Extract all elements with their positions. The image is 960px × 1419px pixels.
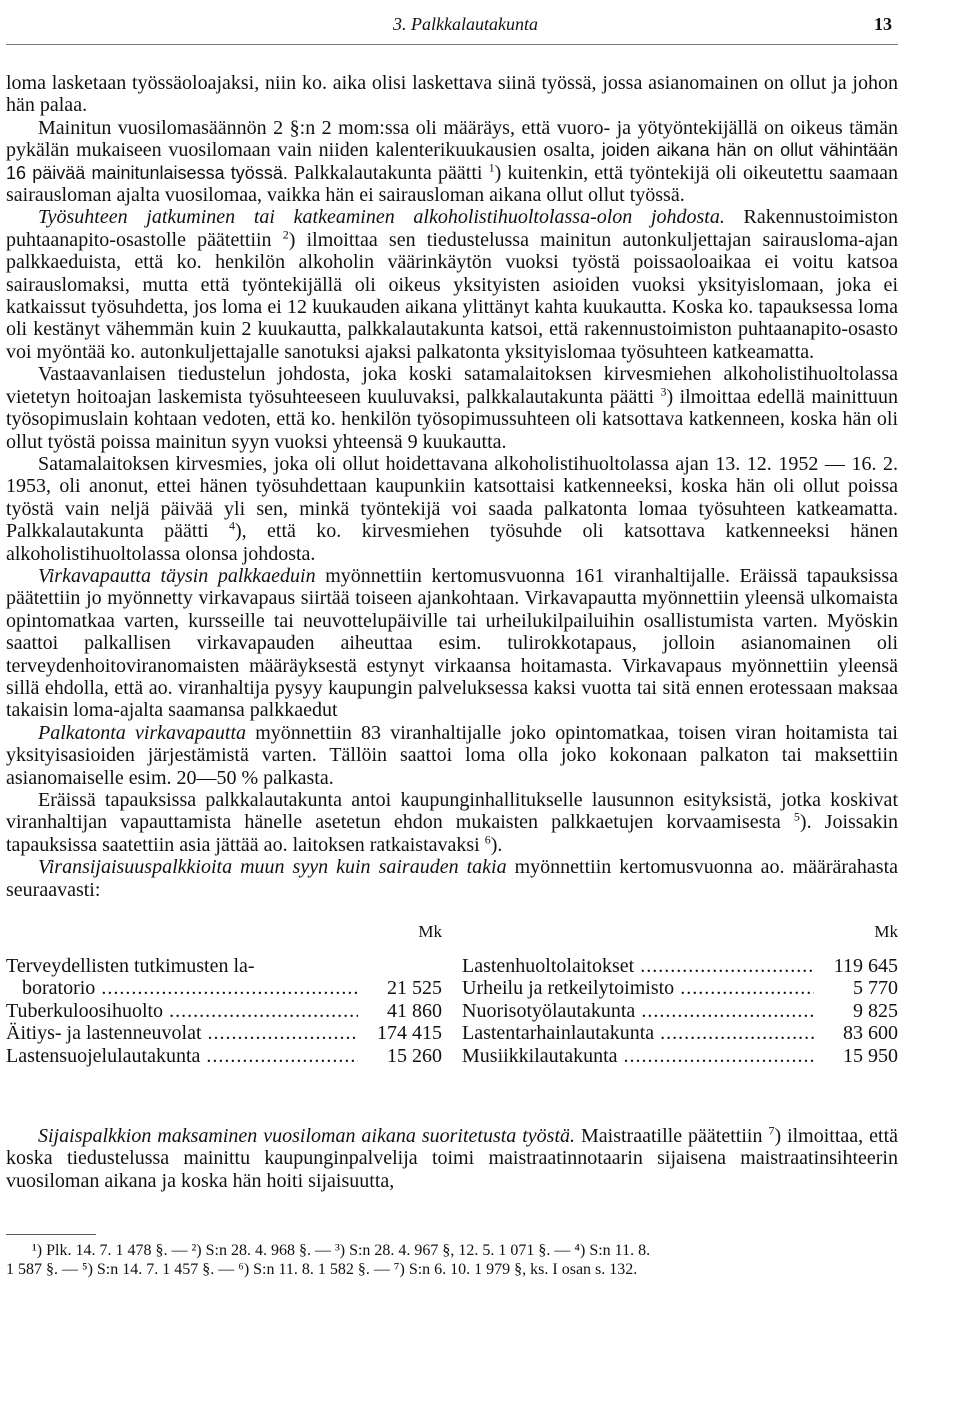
row-label: Tuberkuloosihuolto ..... (6, 1000, 358, 1022)
row-label: boratorio ..... (6, 977, 358, 999)
row-label: Lastenhuoltolaitokset ..... (462, 955, 814, 977)
table-row (462, 1045, 898, 1067)
paragraph-6-heading: Virkavapautta täysin palkkaeduin (38, 564, 316, 587)
footnote-ref-7[interactable]: 7 (768, 1123, 775, 1138)
paragraph-7-text: myönnettiin 83 viranhaltijalle joko opintomatkaa, toisen viran hoitamista tai yksityisasioiden järjestämistä varten. Tällöin saattoi loma olla joko kokonaan palkaton tai maksettiin asianomaiselle esim. 20—50 % palkasta. (6, 721, 898, 789)
paragraph-2-text-a: Mainitun vuosilomasäännön 2 §:n 2 mom:ssa oli määräys, että vuoro- ja yötyöntekijällä on oikeus tämän pykälän mukaiseen vuosilomaan vain niiden kalenterikuukausien osalta, (6, 116, 898, 162)
footnote-line-2: 1 587 §. — ⁵) S:n 14. 7. 1 457 §. — ⁶) S:n 11. 8. 1 582 §. — ⁷) S:n 6. 10. 1 979 §, ks. I osan s. 132. (6, 1261, 638, 1279)
paragraph-5-text-a: Satamalaitoksen kirvesmies, joka oli ollut hoidettavana alkoholistihuoltolassa ajan 13. 12. 1952 — 16. 2. 1953, oli anonut, ettei hänen työsuhdettaan kaupunkiin katsottaisi katkenneeksi, koska hän oli ollut poissa työstä vain neljä päivää yli sen, minkä työntekijä voi saada palkatonta lomaa työsuhteen katkeamatta. Palkkalautakunta päätti (6, 452, 898, 543)
currency-unit-right: Mk (874, 922, 898, 942)
table-row (462, 977, 898, 999)
paragraph-5 (6, 453, 898, 565)
table-row (6, 1045, 442, 1067)
appropriation-column-left (6, 921, 442, 1067)
row-amount: 21 525 (387, 977, 442, 1000)
table-row (6, 1000, 442, 1022)
table-row (6, 977, 442, 999)
table-row (462, 1022, 898, 1044)
row-label: Lastentarhainlautakunta ..... (462, 1022, 814, 1044)
table-row (462, 1000, 898, 1022)
paragraph-4-text-b: ) ilmoittaa edellä mainittuun työsopimuslain kohtaan vedoten, että ko. henkilön työsopimussuhteen oli katsottava katkenneen, koska hän oli ollut työstä poissa mainitun syyn vuoksi yhteensä 9 kuukautta. (6, 385, 898, 453)
footnote-ref-6[interactable]: 6 (484, 832, 491, 847)
footnote-ref-3[interactable]: 3 (660, 384, 667, 399)
paragraph-8-text-a: Eräissä tapauksissa palkkalautakunta antoi kaupunginhallitukselle lausunnon esityksistä, jotka koskivat viranhaltijan vapauttamista hänelle asetetun ehdon mukaisten palkkaetujen korvaamisesta (6, 789, 898, 834)
paragraph-8-text-c: ). (490, 833, 503, 856)
table-row (462, 955, 898, 977)
paragraph-10-text-b: ) ilmoittaa, että koska tiedustelussa mainittu kaupunginpalvelija toimi maistraatinnotaarin sijaisena maistraatinsihteerin vuosiloman aikana ja koska hän hoiti sijaisuutta, (6, 1125, 898, 1192)
row-amount: 5 770 (853, 977, 898, 1000)
footnote-ref-2[interactable]: 2 (282, 227, 289, 242)
row-label: Terveydellisten tutkimusten la- (6, 955, 255, 978)
paragraph-3 (6, 206, 898, 363)
currency-unit-left: Mk (418, 922, 442, 942)
paragraph-6 (6, 565, 898, 722)
paragraph-3-heading: Työsuhteen jatkuminen tai katkeaminen alkoholistihuoltolassa-olon johdosta. (38, 206, 725, 229)
body-text (6, 72, 898, 901)
page-number: 13 (874, 14, 892, 34)
paragraph-4-text-a: Vastaavanlaisen tiedustelun johdosta, joka koski satamalaitoksen kirvesmiehen alkoholistihuoltolassa vietetyn hoitoajan laskemista työsuhteeseen kuuluvaksi, palkkalautakunta päätti (6, 363, 898, 408)
paragraph-1: loma lasketaan työssäoloajaksi, niin ko. aika olisi laskettava siinä työssä, jossa asianomainen on ollut ja johon hän palaa. (6, 72, 898, 117)
page (6, 14, 898, 1279)
footnote-line-1: ¹) Plk. 14. 7. 1 478 §. — ²) S:n 28. 4. 968 §. — ³) S:n 28. 4. 967 §, 12. 5. 1 071 §. — ⁴) S:n 11. 8. (32, 1242, 651, 1260)
paragraph-7 (6, 722, 898, 789)
paragraph-2-text-d: ) kuitenkin, että työntekijä oli oikeutettu saamaan sairausloman ajalta vuosilomaa, vaikka hän ei sairausloman aikana ollut ollut työssä. (6, 161, 898, 207)
running-header (6, 14, 898, 45)
table-row (6, 955, 442, 977)
paragraph-2-text-b: joiden aikana hän on ollut vähintään 16 päivää mainitunlaisessa työssä. (6, 140, 898, 183)
paragraph-2-text-c: Palkkalautakunta päätti (287, 161, 489, 184)
table-row (6, 1022, 442, 1044)
paragraph-10-text-a: Maistraatille päätettiin (575, 1125, 769, 1148)
paragraph-9-heading: Viransijaisuuspalkkioita muun syyn kuin sairauden takia (38, 856, 507, 879)
row-amount: 15 950 (843, 1044, 898, 1067)
paragraph-7-heading: Palkatonta virkavapautta (38, 721, 247, 744)
paragraph-10-heading: Sijaispalkkion maksaminen vuosiloman aikana suoritetusta työstä. (38, 1125, 576, 1148)
paragraph-6-text: myönnettiin kertomusvuonna 161 viranhaltijalle. Eräissä tapauksissa päätettiin jo myönnetty virkavapaus siirtää toiseen ajankohtaan. Virkavapautta myönnettiin yleensä ulkomaista opintomatkaa varten, kursseille tai neuvottelupäiville tai urheilukilpailuihin osallistumista varten. Myöskin saattoi palkallisen virkavapauden aiheuttaa esim. tulirokkotapaus, jolloin asianomainen oli terveydenhoitoviranomaisten määräyksestä estynyt virkaansa hoitamasta. Virkavapaus myönnettiin yleensä sillä ehdolla, että ao. viranhaltija pysyy kaupungin palveluksessa kaksi vuotta tai sitä ennen erotessaan maksaa takaisin loma-ajalta saamansa palkkaedut (6, 564, 898, 722)
footnote-ref-5[interactable]: 5 (793, 809, 800, 824)
paragraph-9-text: myönnettiin kertomusvuonna ao. määrärahasta seuraavasti: (6, 856, 899, 901)
paragraph-5-text-b: ), että ko. kirvesmiehen työsuhde oli katsottava katkenneeksi hänen alkoholistihuoltolassa olonsa johdosta. (6, 520, 898, 565)
row-label: Musiikkilautakunta ..... (462, 1045, 814, 1067)
appropriation-table (6, 921, 898, 1067)
paragraph-3-text-a: Rakennustoimiston puhtaanapito-osastolle päätettiin (6, 206, 898, 251)
row-amount: 15 260 (387, 1044, 442, 1067)
row-amount: 174 415 (377, 1022, 442, 1045)
paragraph-3-text-b: ) ilmoittaa sen tiedustelussa mainitun autonkuljettajan sairausloma-ajan palkkaeduista, että ko. henkilön alkoholin väärinkäytön vuoksi työstä poissaoloaikaa ei voitu katsoa sairauslomaksi, mutta että työntekijällä oli oikeus yksityisten asioiden vuoksi yksityislomaan, joka ei katkaissut työsuhdetta, jos loma ei 12 kuukauden aikana ylittänyt kahta kuukautta. Koska ko. tapauksessa loma oli kestänyt vähemmän kuin 2 kuukautta, palkkalautakunta katsoi, että rakennustoimiston puhtaanapito-osasto voi myöntää ko. autonkuljettajalle sanotuksi ajaksi palkatonta yksityislomaa työsuhteen katkeamatta. (6, 228, 898, 363)
section-title: 3. Palkkalautakunta (393, 14, 538, 34)
paragraph-10 (6, 1125, 898, 1192)
paragraph-4 (6, 363, 898, 453)
paragraph-9 (6, 856, 898, 901)
row-amount: 41 860 (387, 999, 442, 1022)
paragraph-8-text-b: ). Joissakin tapauksissa saatettiin asia jättää ao. laitoksen ratkaistavaksi (6, 811, 899, 856)
row-label: Lastensuojelulautakunta ..... (6, 1045, 358, 1067)
row-amount: 119 645 (833, 955, 898, 978)
row-label: Äitiys- ja lastenneuvolat ..... (6, 1022, 358, 1044)
footnotes (6, 1234, 651, 1279)
footnote-ref-1[interactable]: 1 (488, 159, 495, 174)
row-amount: 83 600 (843, 1022, 898, 1045)
footnote-ref-4[interactable]: 4 (228, 518, 235, 533)
row-amount: 9 825 (853, 999, 898, 1022)
closing-text (6, 1125, 898, 1192)
row-label: Nuorisotyölautakunta ..... (462, 1000, 814, 1022)
row-label: Urheilu ja retkeilytoimisto ..... (462, 977, 814, 999)
paragraph-2 (6, 117, 898, 207)
appropriation-column-right (462, 921, 898, 1067)
paragraph-8 (6, 789, 898, 856)
